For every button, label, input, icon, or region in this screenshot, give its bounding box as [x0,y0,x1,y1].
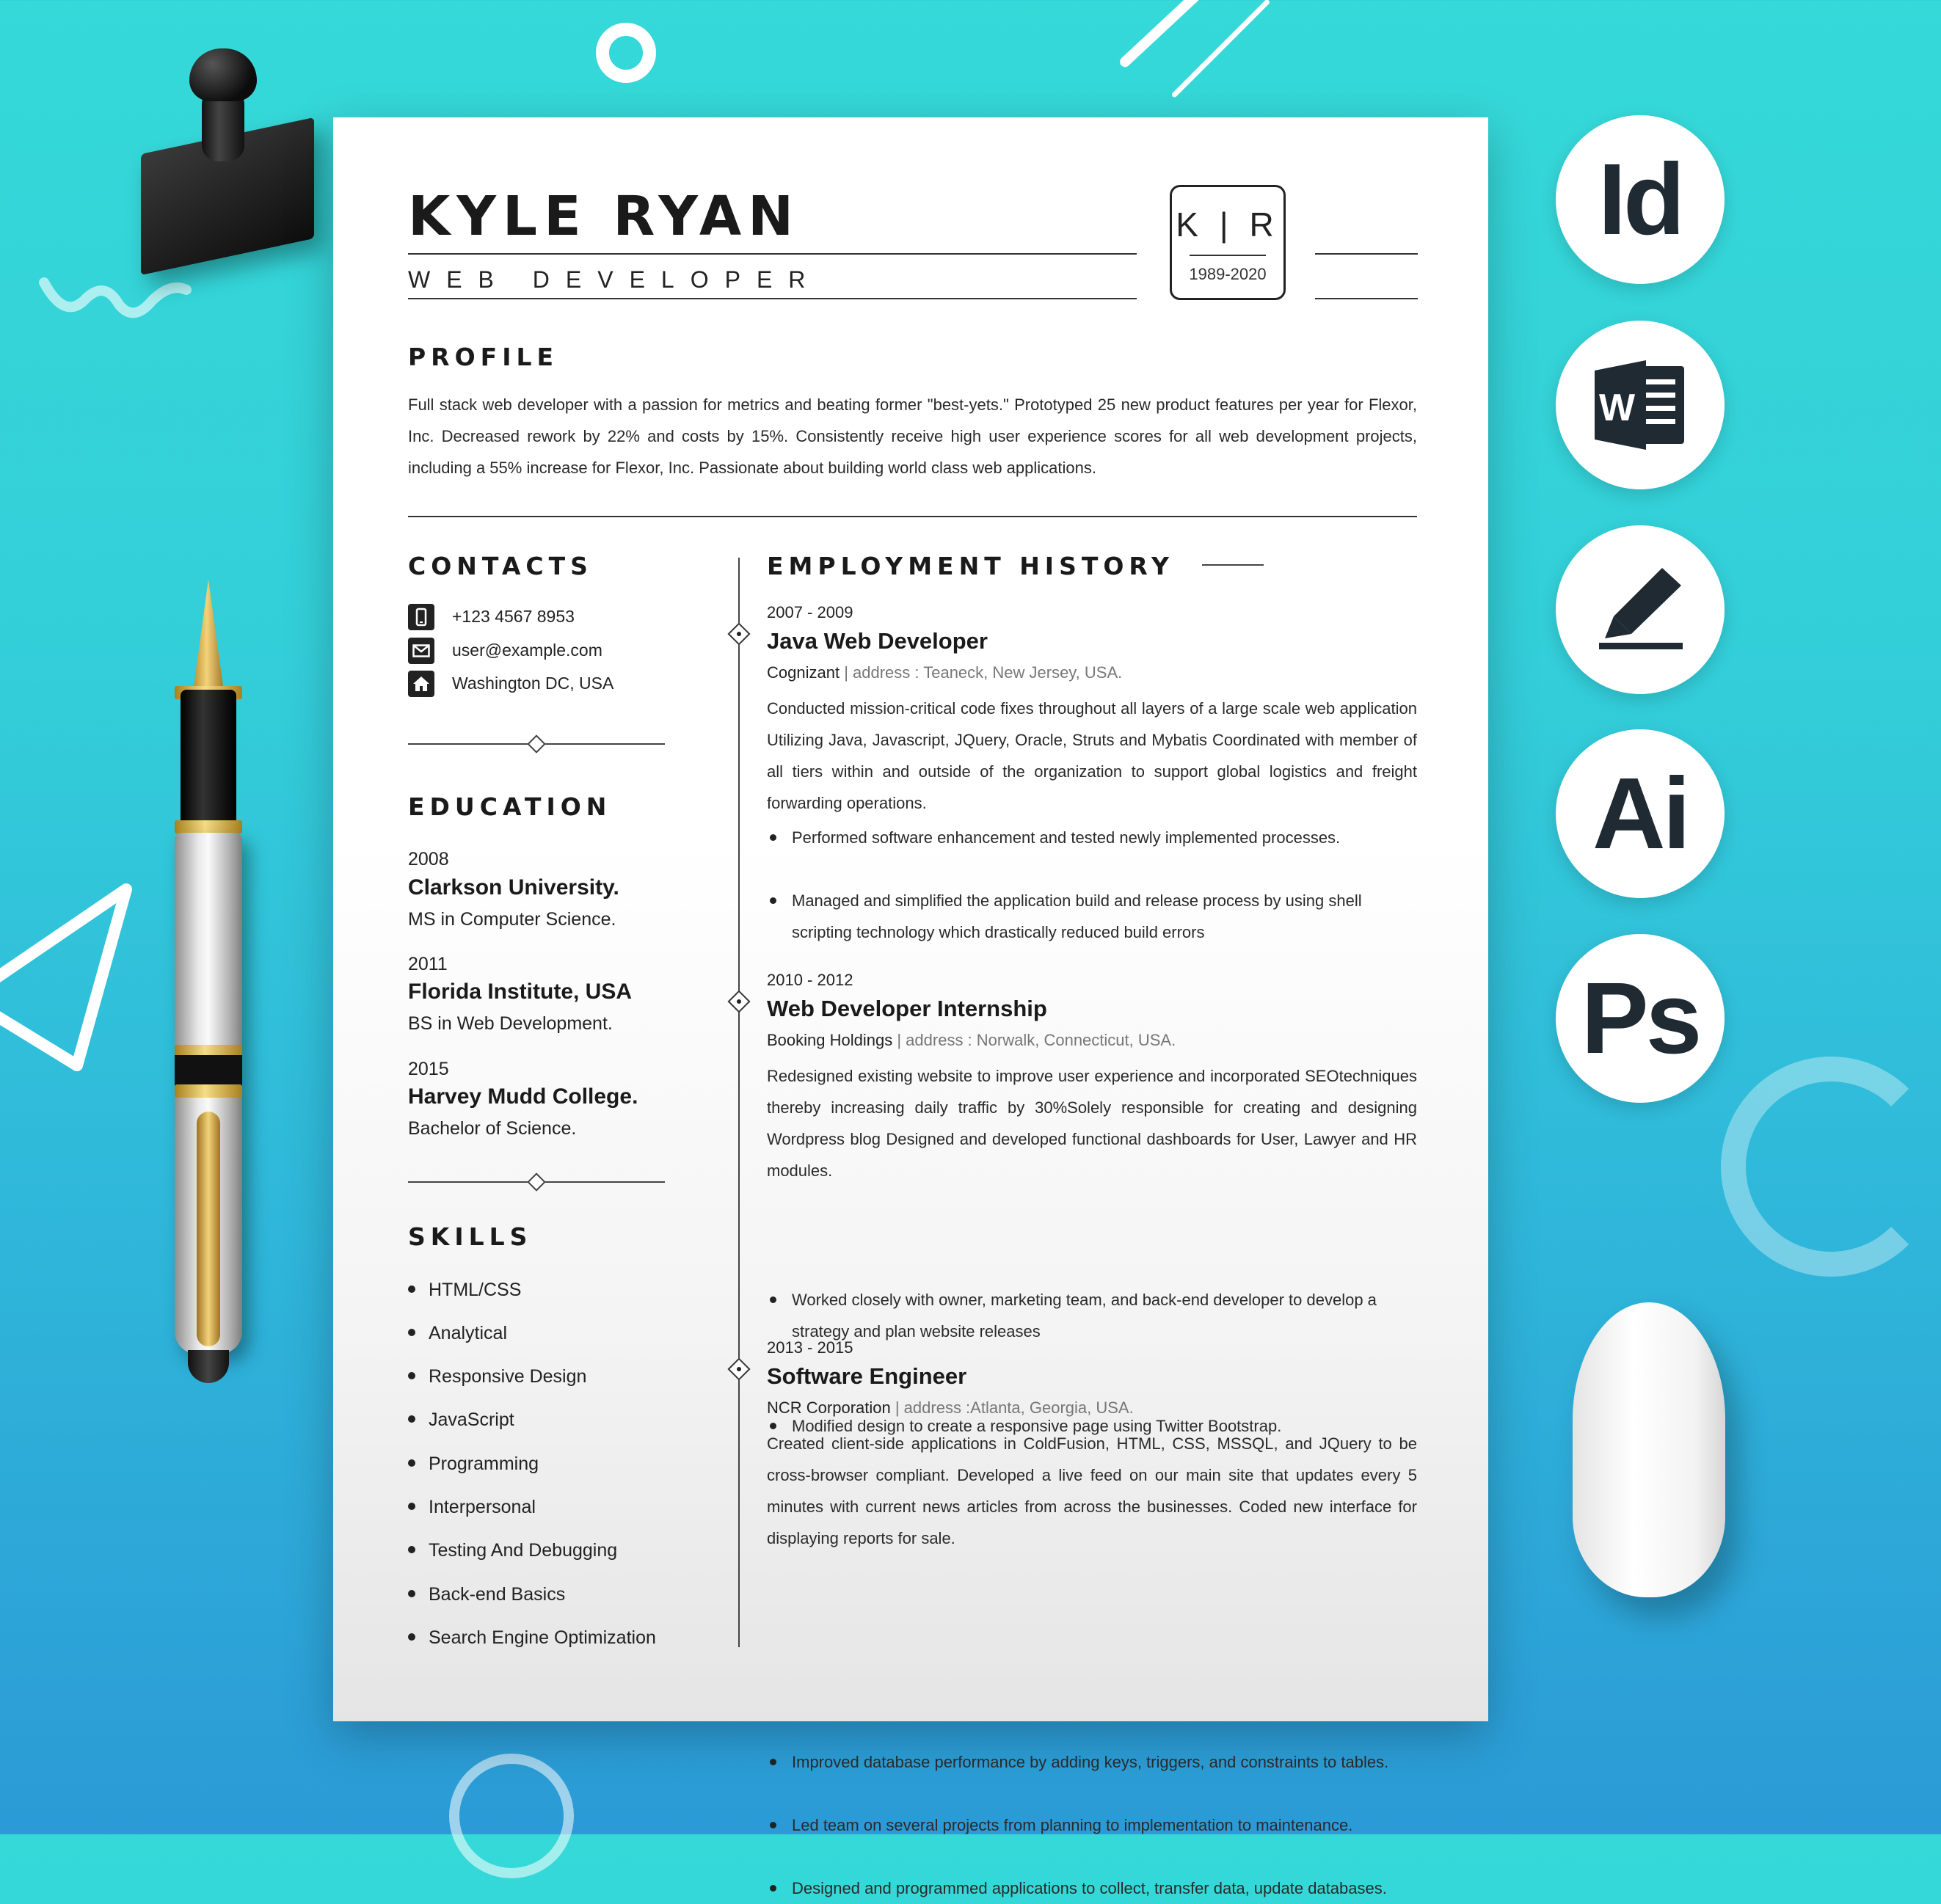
education-heading: EDUCATION [408,792,612,821]
home-icon [408,671,434,697]
illustrator-label: Ai [1592,756,1688,870]
job-bullet: Managed and simplified the application build and release process by using shell scripting technology which drastically reduced build errors [767,885,1417,948]
header-rule [408,298,1137,299]
education-year: 2011 [408,954,448,974]
job-title: Software Engineer [767,1363,967,1389]
svg-text:W: W [1599,387,1636,429]
profile-divider [408,516,1417,517]
education-year: 2015 [408,1059,449,1079]
profile-heading: PROFILE [408,343,559,371]
job-dates: 2013 - 2015 [767,1338,853,1357]
job-bullet: Improved database performance by adding keys, triggers, and constraints to tables. [767,1746,1427,1778]
pen-grip [181,690,236,825]
pen-cap-end [188,1350,229,1383]
skill-item: Search Engine Optimization [408,1627,656,1649]
job-company-line [767,1031,1176,1050]
pen-gold-band [175,1084,242,1098]
education-school: Harvey Mudd College. [408,1084,638,1109]
skill-item: Responsive Design [408,1366,586,1387]
job-bullet: Worked closely with owner, marketing team, and back-end developer to develop a strategy and plan website releases [767,1284,1417,1347]
illustrator-icon [1556,729,1725,898]
pen-tool-logo [1589,562,1691,657]
employment-heading: EMPLOYMENT HISTORY [767,552,1174,580]
pen-tool-icon [1556,525,1725,694]
education-year: 2008 [408,849,449,869]
skill-item: Back-end Basics [408,1584,565,1605]
indesign-label: Id [1598,142,1683,256]
job-description: Conducted mission-critical code fixes throughout all layers of a large scale web application Utilizing Java, Javascript, JQuery, Oracle, Struts and Mybatis Coordinated with member of all tiers within and outside of the organization to support global logistics and freight forwarding operations. [767,699,1417,812]
email-icon [408,638,434,664]
job-company-line [767,1398,1134,1418]
monogram-initials: K | R [1176,205,1280,244]
computer-mouse [1573,1302,1725,1597]
photoshop-icon [1556,934,1725,1103]
job-company-line [767,663,1122,682]
decorative-triangle [0,873,147,1079]
resume-job-title: WEB DEVELOPER [408,266,822,293]
decorative-slash [1118,0,1234,69]
skill-item: JavaScript [408,1409,514,1431]
pen-nib [192,580,225,697]
indesign-icon [1556,115,1725,284]
contacts-heading: CONTACTS [408,552,593,580]
education-degree: Bachelor of Science. [408,1118,577,1139]
header-rule [1315,253,1418,255]
contact-phone[interactable]: +123 4567 8953 [452,607,575,626]
job-description: Created client-side applications in ColdFusion, HTML, CSS, MSSQL, and JQuery to be cross-browser compliant. Developed a live feed on our main site that updates every 5 minutes with current news articles from across the businesses. Coded new interface for displaying reports for sale. [767,1434,1417,1547]
monogram-years: 1989-2020 [1189,265,1267,283]
job-bullet: Led team on several projects from planning to implementation to maintenance. [767,1809,1427,1841]
heading-rule [1202,564,1264,566]
contact-location: Washington DC, USA [452,674,614,693]
job-title: Java Web Developer [767,628,988,654]
job-dates: 2007 - 2009 [767,603,853,621]
job-description: Redesigned existing website to improve user experience and incorporated SEOtechniques thereby increasing daily traffic by 30%Solely responsible for creating and designing Wordpress blog Designed and developed functional dashboards for User, Lawyer and HR modules. [767,1067,1417,1180]
job-dates: 2010 - 2012 [767,971,853,989]
skill-item: Interpersonal [408,1497,536,1518]
skill-item: Testing And Debugging [408,1540,617,1561]
photoshop-label: Ps [1581,961,1700,1075]
skill-item: HTML/CSS [408,1280,521,1301]
job-bullet: Modified design to create a responsive page using Twitter Bootstrap. [767,1410,1417,1442]
contact-email[interactable]: user@example.com [452,641,602,660]
pen-clip [197,1112,220,1346]
education-school: Florida Institute, USA [408,980,633,1004]
decorative-squiggle [38,268,192,327]
phone-icon [408,604,434,630]
resume-name: KYLE RYAN [408,185,801,248]
decorative-arc [1721,1057,1941,1277]
monogram-badge [1170,185,1286,300]
word-logo [1589,357,1691,453]
job-address: | address :Atlanta, Georgia, USA. [890,1398,1134,1417]
job-title: Web Developer Internship [767,996,1047,1021]
education-degree: BS in Web Development. [408,1013,613,1034]
stamp-knob [189,48,257,101]
job-bullet: Designed and programmed applications to collect, transfer data, update databases. [767,1872,1427,1904]
skill-item: Programming [408,1453,539,1475]
job-address: | address : Norwalk, Connecticut, USA. [892,1031,1176,1049]
job-company: Cognizant [767,663,840,682]
timeline-line [738,558,740,1647]
word-icon [1556,321,1725,489]
decorative-slash [1171,0,1271,98]
monogram-divider [1190,255,1266,256]
skill-item: Analytical [408,1323,507,1344]
education-school: Clarkson University. [408,875,619,900]
decorative-ring [596,23,656,83]
pen-dark-ring [175,1055,242,1086]
education-degree: MS in Computer Science. [408,909,616,930]
pen-gold-band [175,820,242,834]
header-rule [1315,298,1418,299]
job-address: | address : Teaneck, New Jersey, USA. [840,663,1123,682]
decorative-ring [449,1754,574,1878]
skills-heading: SKILLS [408,1222,533,1251]
profile-text: Full stack web developer with a passion for metrics and beating former "best-yets." Prototyped 25 new product features per year for Flexor, Inc. Decreased rework by 22% and costs by 15%. Consistently receive high user experience scores for all web development projects, including a 55% increase for Flexor, Inc. Passionate about building world class web applications. [408,395,1417,477]
job-company: Booking Holdings [767,1031,893,1049]
header-rule [408,253,1137,255]
job-company: NCR Corporation [767,1398,891,1417]
job-bullet: Performed software enhancement and tested newly implemented processes. [767,822,1417,853]
